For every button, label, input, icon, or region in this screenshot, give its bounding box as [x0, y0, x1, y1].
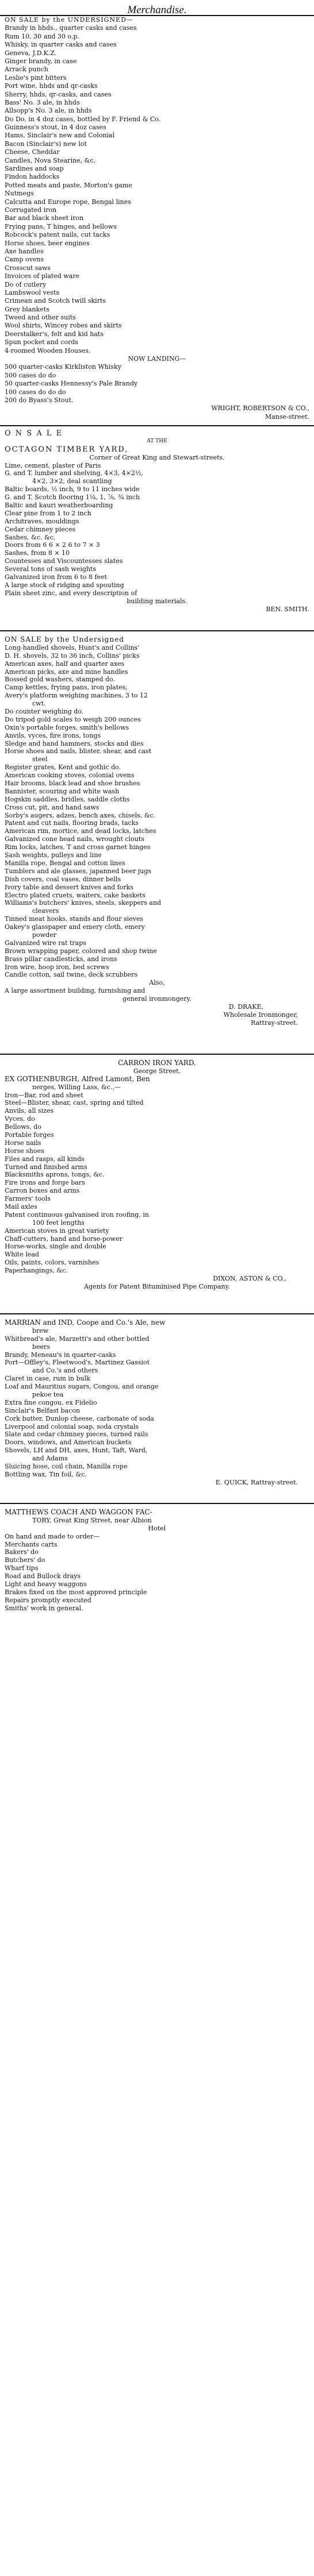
ad-line: Oxin's portable forges, smith's bellows: [5, 723, 129, 731]
ad-line: Tweed and other suits: [5, 314, 76, 322]
ad-line: Hams, Sinclair's new and Colonial: [5, 132, 115, 140]
ad-line: Anvils, vyces, fire irons, tongs: [5, 731, 101, 739]
ad-line: Guinness's stout, in 4 doz cases: [5, 124, 106, 132]
ad-line: 500 quarter-casks Kirkliston Whisky: [5, 363, 121, 371]
ad-line: O N S A L E: [5, 430, 63, 438]
ad-line: Brandy in hhds., quarter casks and cases: [5, 24, 137, 32]
ad-line: Avery's platform weighing machines, 3 to 12: [5, 692, 148, 700]
ad-line: G. and T. lumber and shelving, 4×3, 4×2½,: [5, 469, 143, 477]
ad-signature-title: Agents for Patent Bituminised Pipe Company.: [84, 1282, 230, 1290]
ad-line: Road and Bullock drays: [5, 1572, 81, 1580]
advertisement-e-quick: [0, 1314, 314, 1503]
ad-line: Do tripod gold scales to weigh 200 ounces: [5, 715, 141, 723]
ad-line: Cork butter, Dunlop cheese, carbonate of soda: [5, 1414, 154, 1422]
ad-line: A large stock of ridging and spouting: [5, 581, 124, 589]
ad-line: Bannister, scouring and white wash: [5, 787, 120, 795]
ad-line: Repairs promptly executed: [5, 1596, 91, 1604]
ad-line: Do counter weighing do.: [5, 708, 84, 716]
ad-line: Robcock's patent nails, cut tacks: [5, 231, 110, 239]
ad-line: 4×2, 3×2, deal scantling: [32, 477, 112, 485]
ad-line: Sorby's augers, adzes, bench axes, chisels, &c.: [5, 811, 156, 819]
ad-line: Blacksmiths aprons, tongs, &c.: [5, 1171, 105, 1179]
ad-line: 200 do Byass's Stout.: [5, 396, 74, 404]
ad-line: cleavers: [32, 907, 59, 915]
ad-line: Turned and finished arms: [5, 1163, 87, 1171]
ad-line: Findon haddocks: [5, 173, 60, 181]
ad-line: American rim, mortice, and dead locks, latches: [5, 827, 156, 835]
ad-line: Bellows, do: [5, 1123, 41, 1131]
ad-line: Brakes fixed on the most approved principle: [5, 1588, 147, 1596]
ad-line: Frying pans, T hinges, and bellows: [5, 222, 117, 230]
ad-line: Potted meats and paste, Morton's game: [5, 181, 132, 189]
ad-line: Axe handles: [5, 247, 44, 255]
ad-line: Hair brooms, black lead and shoe brushes: [5, 780, 140, 788]
ad-line: American picks, axe and mine handles: [5, 668, 128, 676]
ad-line: Sherry, hhds, qr-casks, and cases: [5, 90, 112, 98]
ad-line: Loaf and Mauritius sugars, Congou, and orange: [5, 1383, 159, 1391]
ad-line: Manilla rope, Bengal and cotton lines: [5, 859, 125, 867]
ad-line: Whisky, in quarter casks and cases: [5, 41, 117, 49]
ad-line: Baltic boards, ½ inch, 9 to 11 inches wide: [5, 485, 140, 493]
ad-line: Galvanized iron from 6 to 8 feet: [5, 573, 107, 581]
ad-line: Long-handled shovels, Hunt's and Collins': [5, 643, 140, 651]
ad-line: beers: [32, 1343, 50, 1351]
ad-line: 50 quarter-casks Hennessy's Pale Brandy: [5, 380, 138, 388]
ad-line: Several tons of sash weights: [5, 565, 97, 573]
ad-line: Portable forges: [5, 1131, 54, 1139]
ad-line: D. H. shovels, 32 to 36 inch, Collins' picks: [5, 651, 140, 660]
ad-line: ON SALE by the UNDERSIGNED—: [5, 16, 133, 24]
ad-line: American stoves in great variety: [5, 1227, 109, 1235]
ad-line: Smiths' work in general.: [5, 1604, 83, 1612]
ad-line: general ironmongery.: [122, 995, 192, 1003]
ad-line: Sledge and hand hammers, stocks and dies: [5, 739, 144, 747]
ad-line: Shovels, LH and DH, axes, Hunt, Taft, Ward,: [5, 1447, 148, 1455]
advertisement-d-drake: [0, 631, 314, 1054]
ad-line: Claret in case, rum in bulk: [5, 1375, 90, 1383]
ad-line: AT THE: [147, 438, 167, 444]
ad-address: Manse-street.: [265, 412, 309, 421]
ad-line: Galvanized wire rat traps: [5, 939, 86, 947]
ad-line: Candles, Nova Stearine, &c.: [5, 156, 96, 164]
ad-line: ON SALE by the Undersigned: [5, 636, 124, 643]
ad-line: Ginger brandy, in case: [5, 57, 77, 65]
ad-line: Chaff-cutters, hand and horse-power: [5, 1235, 122, 1243]
ad-line: Electro plated cruets, waiters, cake baskets: [5, 891, 145, 899]
ad-line: Iron—Bar, rod and sheet: [5, 1091, 83, 1099]
ad-line: Bossed gold washers, stamped do.: [5, 676, 115, 684]
ad-line: Light and heavy waggons: [5, 1580, 87, 1588]
ad-line: Fire irons and forge bars: [5, 1179, 85, 1187]
ad-line: Deerstalker's, felt and kid hats: [5, 330, 104, 338]
ad-line: Wool shirts, Wincey robes and skirts: [5, 322, 122, 330]
ad-line: Sash weights, pulleys and line: [5, 851, 102, 859]
ad-line: Baltic and kauri weatherboarding: [5, 502, 113, 510]
ad-line: Galvanized cone head nails, wrought clouts: [5, 835, 144, 843]
ad-line: Sardines and soap: [5, 165, 64, 173]
ad-signature: WRIGHT, ROBERTSON & CO.,: [211, 404, 309, 412]
ad-line: Countesses and Viscountesses slates: [5, 557, 123, 565]
ad-line: Sashes, from 8 × 10: [5, 549, 70, 557]
ad-line: Liverpool and colonial soap, soda crystals: [5, 1422, 139, 1430]
ad-line: Calcutta and Europe rope, Bengal lines: [5, 198, 131, 206]
ad-line: Sluicing hose, coil chain, Manilla rope: [5, 1463, 128, 1471]
ad-line: TORY, Great King Street, near Albion: [32, 1516, 152, 1524]
ad-line: Wharf tips: [5, 1564, 39, 1572]
ad-line: Allsopp's No. 3 ale, in hhds: [5, 107, 92, 115]
ad-line: Files and rasps, all kinds: [5, 1155, 85, 1163]
ad-line: Horse nails: [5, 1139, 41, 1147]
ad-line: Clear pine from 1 to 2 inch: [5, 509, 91, 517]
ad-line: Arrack punch: [5, 65, 48, 74]
ad-line: Doors from 6 6 × 2 6 to 7 × 3: [5, 541, 100, 549]
ad-line: Cedar chimney pieces: [5, 525, 76, 533]
ad-line: Register grates, Kent and gothic do.: [5, 763, 121, 772]
ad-line: Vyces, do: [5, 1115, 35, 1123]
ad-line: powder: [32, 931, 56, 939]
ad-line: Williams's butchers' knives, steels, skeppers and: [5, 899, 162, 907]
ad-line: Brandy, Meneau's in quarter-casks: [5, 1351, 116, 1359]
ad-line: Oils, paints, colors, varnishes: [5, 1259, 99, 1267]
ad-line: steel: [32, 755, 48, 763]
ad-line: Horse-works, single and double: [5, 1243, 106, 1251]
ad-line: Horse shoes, beer engines: [5, 239, 90, 247]
ad-line: Iron wire, hoop iron, bed screws: [5, 963, 109, 971]
ad-line: Horse shoes and nails, blister, shear, and cast: [5, 747, 152, 755]
ad-line: Butchers' do: [5, 1556, 45, 1564]
ad-line: Port—Offley's, Fleetwood's, Martinez Gassiot: [5, 1359, 150, 1367]
ad-signature: D. DRAKE,: [228, 1002, 263, 1011]
ad-line: Corner of Great King and Stewart-streets.: [89, 453, 225, 461]
ad-line: Grey blankets: [5, 305, 49, 313]
ad-line: Merchants carts: [5, 1540, 58, 1548]
advertisement-carron-iron-yard: [0, 1055, 314, 1313]
ad-line: Sinclair's Belfast bacon: [5, 1406, 81, 1414]
ad-line: MARRIAN and IND, Coope and Co.'s Ale, new: [5, 1319, 166, 1326]
ad-heading: CARRON IRON YARD,: [118, 1059, 196, 1067]
ad-line: Patent and cut nails, flooring brads, tacks: [5, 819, 139, 827]
ad-line: OCTAGON TIMBER YARD,: [5, 445, 129, 454]
ad-line: Hogskin saddles, bridles, saddle cloths: [5, 795, 130, 803]
ad-subheading: NOW LANDING—: [128, 355, 186, 363]
ad-line: Brown wrapping paper, colored and shop twine: [5, 947, 157, 955]
ad-line: Lime, cement, plaster of Paris: [5, 461, 101, 469]
ad-line: Camp ovens: [5, 256, 44, 264]
ad-line: EX GOTHENBURGH, Alfred Lamont, Ben: [5, 1075, 150, 1083]
ad-address: Rattray-street.: [251, 1019, 298, 1027]
ad-line: Bar and black sheet iron: [5, 214, 84, 222]
ad-line: Carron boxes and arms: [5, 1187, 80, 1195]
ad-line: Slate and cedar chimney pieces, turned rails: [5, 1430, 148, 1439]
ad-line: Architraves, mouldings: [5, 517, 79, 525]
ad-line: Oakey's glasspaper and emery cloth, emery: [5, 923, 145, 931]
section-header: Merchandise.: [127, 4, 187, 16]
ad-line: Doors, windows, and American buckets: [5, 1439, 132, 1447]
ad-line: Do of cutlery: [5, 280, 47, 288]
ad-subheading: George Street.: [133, 1067, 181, 1075]
ad-line: Farmers' tools: [5, 1195, 51, 1203]
advertisement-wright-robertson: [0, 16, 314, 425]
ad-line: Steel—Blister, shear, cast, spring and tilted: [5, 1099, 144, 1107]
ad-line: 500 cases do do: [5, 371, 56, 379]
ad-line: Dish covers, coal vases, dinner bells: [5, 875, 121, 883]
ad-line: pekoe tea: [32, 1391, 64, 1399]
ad-line: Hotel: [148, 1524, 166, 1532]
advertisement-matthews-coach-factory: [0, 1504, 314, 1642]
ad-line: G. and T. Scotch flooring 1¼, 1, ⅞, ¾ inch: [5, 493, 140, 502]
ad-line: Lambswool vests: [5, 288, 60, 296]
ad-line: Bottling wax, Tin foil, &c.: [5, 1470, 87, 1478]
ad-line: Bakers' do: [5, 1548, 39, 1556]
ad-line: Invoices of plated ware: [5, 272, 80, 280]
ad-line: White lead: [5, 1251, 39, 1259]
ad-line: Sashes, &c. &c.: [5, 533, 56, 541]
ad-line: Cheese, Cheddar: [5, 148, 60, 156]
ad-signature-title: Wholesale Ironmonger,: [223, 1011, 298, 1019]
ad-line: MATTHEWS COACH AND WAGGON FAC-: [5, 1509, 152, 1516]
ad-line: and Co.'s and others: [32, 1367, 98, 1375]
ad-line: Crimean and Scotch twill skirts: [5, 297, 106, 305]
ad-line: Bacon (Sinclair's) new lot: [5, 140, 87, 148]
ad-line: Crosscut saws: [5, 264, 51, 272]
ad-line: Port wine, hhds and qr-casks: [5, 82, 98, 90]
ad-line: Paperhangings, &c.: [5, 1267, 68, 1275]
ad-line: On hand and made to order—: [5, 1532, 100, 1540]
ad-line: Also,: [149, 979, 165, 987]
ad-line: Camp kettles, frying pans, iron plates,: [5, 684, 128, 692]
ad-line: Plain sheet zinc, and every description of: [5, 589, 137, 597]
ad-line: Mail axles: [5, 1203, 37, 1211]
ad-line: A large assortment building, furnishing and: [5, 987, 145, 995]
ad-line: building materials.: [127, 597, 187, 605]
ad-line: 100 cases do do do: [5, 388, 66, 396]
ad-line: nerges, Willing Lass, &c.,—: [32, 1083, 121, 1091]
ad-line: Rum 10, 30 and 30 o.p.: [5, 32, 79, 40]
ad-line: Horse shoes: [5, 1147, 44, 1155]
ad-signature: DIXON, ASTON & CO.,: [213, 1275, 286, 1283]
ad-signature: E. QUICK, Rattray-street.: [215, 1478, 298, 1486]
ad-line: Tinned meat hooks, stands and flour sieves: [5, 915, 144, 923]
ad-line: Do Do, in 4 doz cases, bottled by F. Friend & Co.: [5, 115, 161, 123]
ad-line: Rim locks, latches, T and cross garnet hinges: [5, 843, 151, 851]
ad-line: Bass' No. 3 ale, in hhds: [5, 98, 80, 106]
ad-line: Anvils, all sizes: [5, 1107, 54, 1115]
ad-line: American axes, half and quarter axes: [5, 660, 125, 668]
ad-line: Extra fine congou, ex Fidelio: [5, 1398, 97, 1406]
ad-line: and Adams: [32, 1455, 68, 1463]
ad-line: American cooking stoves, colonial ovens: [5, 772, 135, 780]
ad-line: Patent continuous galvanised iron roofing, in: [5, 1210, 149, 1218]
ad-line: 100 feet lengths: [32, 1218, 85, 1227]
ad-line: Corrugated iron: [5, 206, 57, 214]
ad-line: Candle cotton, sail twine, deck scrubbers: [5, 971, 138, 979]
ad-line: Brass pillar candlesticks, and irons: [5, 955, 117, 963]
ad-line: brew: [32, 1326, 49, 1335]
ad-line: 4-roomed Wooden Houses.: [5, 346, 91, 354]
ad-line: Leslie's pint bitters: [5, 74, 67, 82]
ad-signature: BEN. SMITH.: [266, 605, 309, 613]
ad-line: cwt.: [32, 700, 46, 708]
ad-line: Nutmegs: [5, 190, 34, 198]
ad-line: Geneva, J.D.K.Z.: [5, 49, 57, 57]
ad-line: Tumblers and ale glasses, japanned beer jugs: [5, 867, 151, 875]
ad-line: Ivory table and dessert knives and forks: [5, 883, 133, 891]
ad-line: Whitbread's ale, Marzetti's and other bottled: [5, 1335, 150, 1343]
ad-line: Cross cut, pit, and hand saws: [5, 803, 99, 811]
ad-line: Spun pocket and cords: [5, 338, 79, 346]
advertisement-octagon-timber-yard: [0, 426, 314, 630]
